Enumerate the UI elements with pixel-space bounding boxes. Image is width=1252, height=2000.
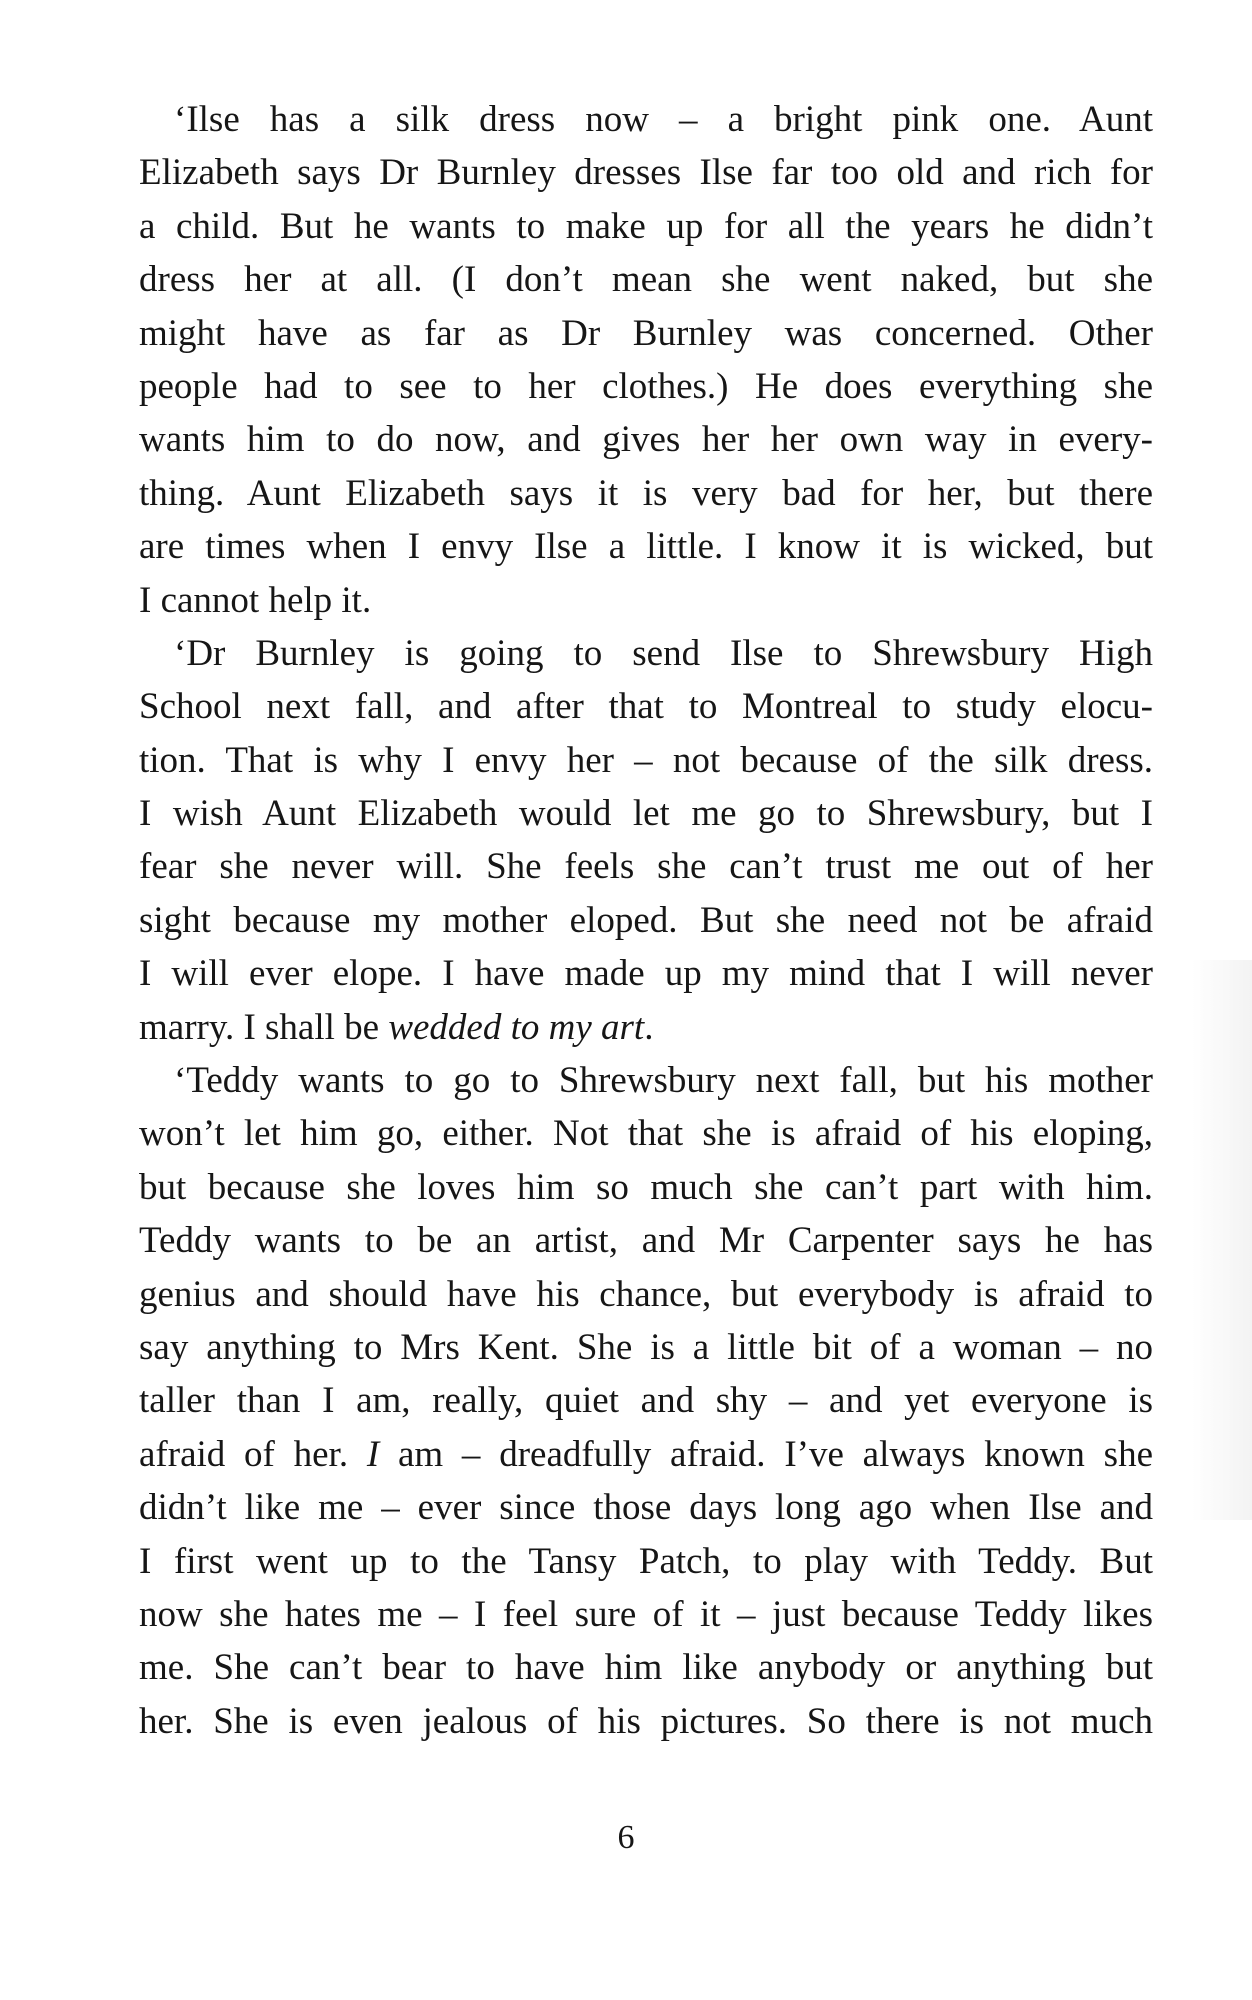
text-line: Teddy wants to be an artist, and Mr Carpenter says he has [139,1220,1153,1262]
text-line: Elizabeth says Dr Burnley dresses Ilse far too old and rich for [139,152,1153,194]
text-line: marry. I shall be wedded to my art. [139,1006,654,1048]
text-line: dress her at all. (I don’t mean she went naked, but she [139,259,1153,301]
text-line: a child. But he wants to make up for all the years he didn’t [139,205,1153,247]
text-line: I will ever elope. I have made up my mind that I will never [139,953,1153,995]
text-line: didn’t like me – ever since those days long ago when Ilse and [139,1487,1153,1529]
body-text [139,93,1153,1748]
text-line: fear she never will. She feels she can’t trust me out of her [139,846,1153,888]
text-line: taller than I am, really, quiet and shy – and yet everyone is [139,1380,1153,1422]
text-line: I first went up to the Tansy Patch, to play with Teddy. But [139,1540,1153,1582]
page-number: 6 [617,1819,635,1856]
text-line: say anything to Mrs Kent. She is a little bit of a woman – no [139,1326,1153,1368]
page-edge-shadow [1192,960,1252,1520]
text-line: now she hates me – I feel sure of it – just because Teddy likes [139,1593,1153,1635]
text-line: her. She is even jealous of his pictures. So there is not much [139,1700,1153,1742]
text-line: genius and should have his chance, but everybody is afraid to [139,1273,1153,1315]
text-line: sight because my mother eloped. But she need not be afraid [139,899,1153,941]
text-line: tion. That is why I envy her – not because of the silk dress. [139,739,1153,781]
text-line: ‘Dr Burnley is going to send Ilse to Shrewsbury High [174,632,1153,674]
text-line: School next fall, and after that to Montreal to study elocu- [139,686,1153,728]
emphasis-text: I [366,1433,380,1475]
text-line: ‘Ilse has a silk dress now – a bright pink one. Aunt [174,99,1153,140]
emphasis-text: wedded to my art [388,1006,645,1048]
text-line: me. She can’t bear to have him like anybody or anything but [139,1647,1153,1689]
text-line: might have as far as Dr Burnley was concerned. Other [139,312,1153,354]
text-line: wants him to do now, and gives her her own way in every- [139,419,1153,461]
text-line: but because she loves him so much she can’t part with him. [139,1166,1153,1208]
text-line: I cannot help it. [139,579,372,621]
text-line: are times when I envy Ilse a little. I know it is wicked, but [139,526,1153,568]
text-line: thing. Aunt Elizabeth says it is very bad for her, but there [139,472,1153,514]
text-line: people had to see to her clothes.) He does everything she [139,365,1153,407]
text-line: afraid of her. I am – dreadfully afraid. I’ve always known she [139,1433,1153,1475]
text-line: ‘Teddy wants to go to Shrewsbury next fall, but his mother [174,1060,1153,1102]
text-line: I wish Aunt Elizabeth would let me go to Shrewsbury, but I [139,793,1153,835]
text-line: won’t let him go, either. Not that she is afraid of his eloping, [139,1113,1153,1155]
